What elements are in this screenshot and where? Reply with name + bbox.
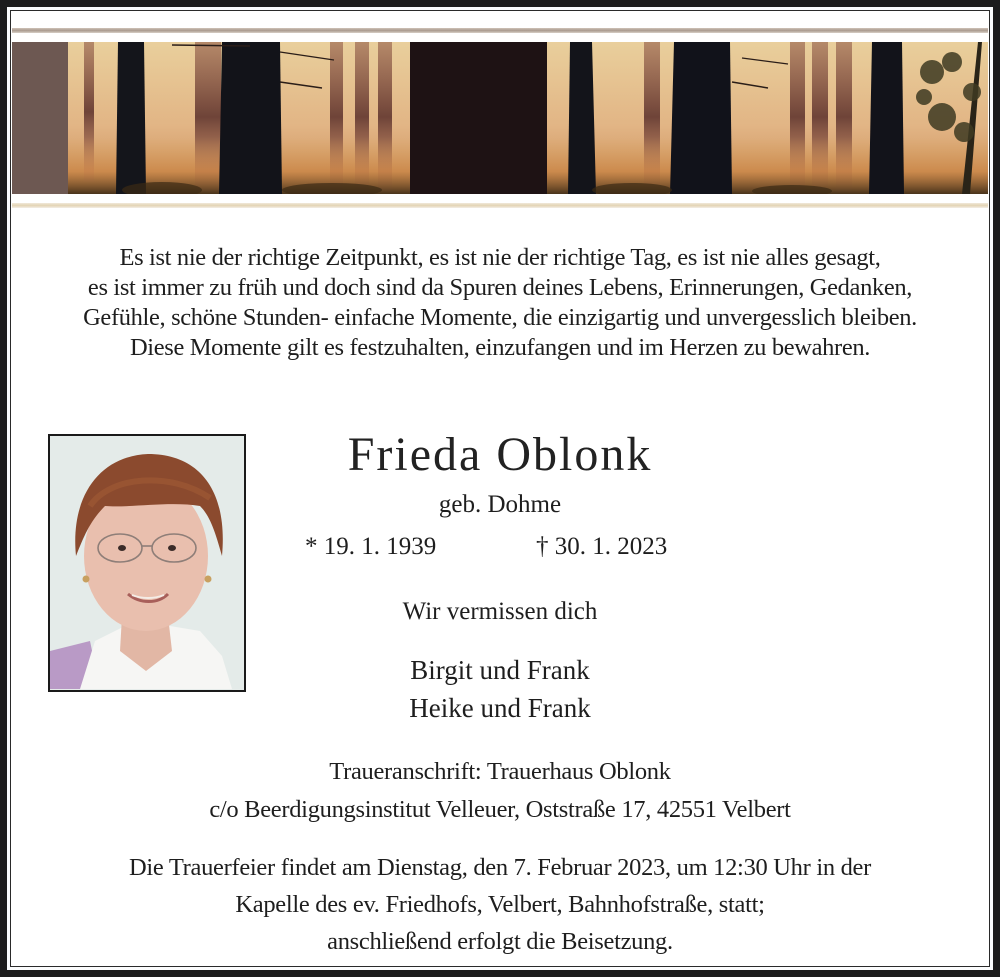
birth-date: * 19. 1. 1939 bbox=[305, 533, 437, 560]
forest-icon bbox=[12, 42, 988, 194]
ceremony-line: Die Trauerfeier findet am Dienstag, den 7. Februar 2023, um 12:30 Uhr in der bbox=[129, 854, 871, 881]
deceased-name: Frieda Oblonk bbox=[347, 428, 653, 481]
verse-line: es ist immer zu früh und doch sind da Spuren deines Lebens, Erinnerungen, Gedanken, bbox=[87, 274, 913, 301]
ceremony-line: Kapelle des ev. Friedhofs, Velbert, Bahnhofstraße, statt; bbox=[235, 891, 765, 918]
ceremony-line: anschließend erfolgt die Beisetzung. bbox=[327, 928, 673, 955]
mourner: Heike und Frank bbox=[409, 693, 591, 723]
banner-bottom-strip bbox=[12, 203, 988, 208]
verse-line: Es ist nie der richtige Zeitpunkt, es ist nie der richtige Tag, es ist nie alles gesagt, bbox=[119, 244, 881, 271]
address-line: Traueranschrift: Trauerhaus Oblonk bbox=[329, 758, 671, 785]
condolence-address bbox=[12, 753, 988, 829]
funeral-ceremony-info bbox=[12, 849, 988, 960]
mourner: Birgit und Frank bbox=[410, 655, 590, 685]
farewell-message: Wir vermissen dich bbox=[402, 598, 598, 625]
portrait-icon bbox=[50, 436, 243, 689]
life-dates bbox=[305, 532, 725, 564]
mourners-list bbox=[300, 651, 700, 727]
memorial-verse bbox=[12, 243, 988, 363]
forest-banner-image bbox=[12, 42, 988, 194]
banner-top-strip bbox=[12, 28, 988, 33]
maiden-name: geb. Dohme bbox=[438, 491, 562, 518]
portrait-photo bbox=[48, 434, 246, 692]
death-date: † 30. 1. 2023 bbox=[536, 533, 668, 560]
address-line: c/o Beerdigungsinstitut Velleuer, Oststraße 17, 42551 Velbert bbox=[209, 796, 791, 823]
verse-line: Gefühle, schöne Stunden- einfache Momente, die einzigartig und unvergesslich bleiben. bbox=[83, 304, 917, 331]
verse-line: Diese Momente gilt es festzuhalten, einzufangen und im Herzen zu bewahren. bbox=[129, 334, 871, 361]
